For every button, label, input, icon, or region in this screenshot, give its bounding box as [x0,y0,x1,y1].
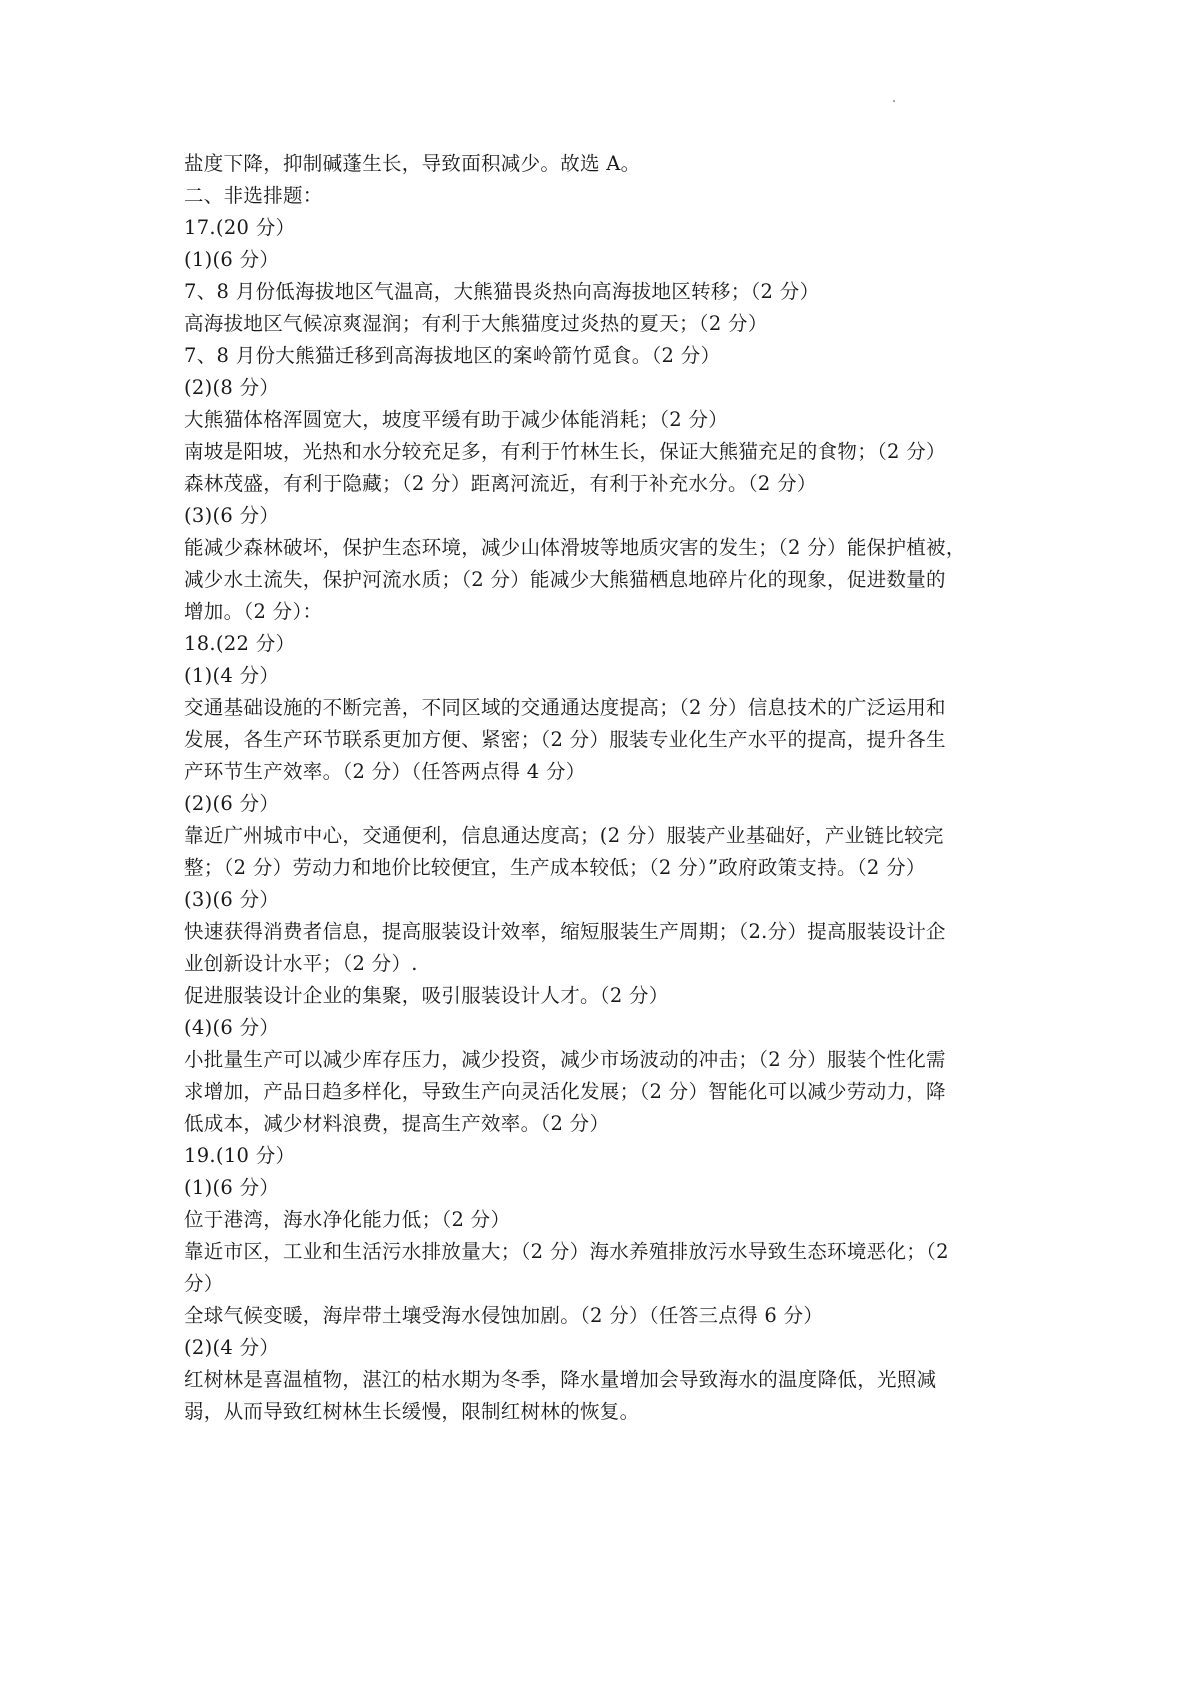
text-line: 促进服装设计企业的集聚，吸引服装设计人才。（2 分） [184,984,669,1007]
text-line: 减少水土流失，保护河流水质；（2 分）能减少大熊猫栖息地碎片化的现象，促进数量的 [184,568,946,591]
subquestion-heading: (3)(6 分） [184,504,280,527]
text-line: 产环节生产效率。（2 分）（任答两点得 4 分） [184,760,586,783]
subquestion-heading: (1)(6 分） [184,1176,280,1199]
subquestion-heading: (3)(6 分） [184,888,280,911]
text-line: 增加。（2 分）： [184,600,323,623]
subquestion-heading: (2)(6 分） [184,792,280,815]
subquestion-heading: (1)(6 分） [184,248,280,271]
text-line: 求增加，产品日趋多样化，导致生产向灵活化发展；（2 分）智能化可以减少劳动力，降 [184,1080,946,1103]
section-heading: 二、非选排题： [184,184,323,207]
text-line: 大熊猫体格浑圆宽大，坡度平缓有助于减少体能消耗；（2 分） [184,408,729,431]
text-line: 7、8 月份低海拔地区气温高，大熊猫畏炎热向高海拔地区转移；（2 分） [184,280,820,303]
answer-document [184,148,1034,1428]
subquestion-heading: (2)(8 分） [184,376,280,399]
text-line: 盐度下降，抑制碱蓬生长，导致面积减少。故选 A。 [184,152,641,175]
text-line: 弱，从而导致红树林生长缓慢，限制红树林的恢复。 [184,1400,640,1423]
text-line: 整；（2 分）劳动力和地价比较便宜，生产成本较低；（2 分）”政府政策支持。（2 分） [184,856,926,879]
text-line: 7、8 月份大熊猫迁移到高海拔地区的案岭箭竹觅食。（2 分） [184,344,721,367]
question-heading: 18.(22 分） [184,632,296,655]
text-line: 低成本，减少材料浪费，提高生产效率。（2 分） [184,1112,610,1135]
subquestion-heading: (2)(4 分） [184,1336,280,1359]
text-line: 靠近市区，工业和生活污水排放量大；（2 分）海水养殖排放污水导致生态环境恶化；（2 [184,1240,949,1263]
text-line: 业创新设计水平；（2 分）. [184,952,418,975]
text-line: 交通基础设施的不断完善，不同区域的交通通达度提高；（2 分）信息技术的广泛运用和 [184,696,946,719]
text-line: 靠近广州城市中心，交通便利，信息通达度高；(2 分）服装产业基础好，产业链比较完 [184,824,944,847]
text-line: 位于港湾，海水净化能力低；（2 分） [184,1208,511,1231]
text-line: 森林茂盛，有利于隐藏；（2 分）距离河流近，有利于补充水分。（2 分） [184,472,817,495]
text-line: 全球气候变暖，海岸带土壤受海水侵蚀加剧。（2 分）（任答三点得 6 分） [184,1304,824,1327]
text-line: 分） [184,1272,224,1295]
text-line: 红树林是喜温植物，湛江的枯水期为冬季，降水量增加会导致海水的温度降低，光照减 [184,1368,937,1391]
text-line: 快速获得消费者信息，提高服装设计效率，缩短服装生产周期；（2.分）提高服装设计企 [184,920,946,943]
subquestion-heading: (1)(4 分） [184,664,280,687]
question-heading: 19.(10 分） [184,1144,296,1167]
question-heading: 17.(20 分） [184,216,296,239]
text-line: 发展，各生产环节联系更加方便、紧密；（2 分）服装专业化生产水平的提高，提升各生 [184,728,946,751]
text-line: 能减少森林破坏，保护生态环境，减少山体滑坡等地质灾害的发生；（2 分）能保护植被， [184,536,966,559]
text-line: 高海拔地区气候凉爽湿润；有利于大熊猫度过炎热的夏天；（2 分） [184,312,768,335]
text-line: 小批量生产可以减少库存压力，减少投资，减少市场波动的冲击；（2 分）服装个性化需 [184,1048,946,1071]
subquestion-heading: (4)(6 分） [184,1016,280,1039]
scan-speck [893,100,895,102]
text-line: 南坡是阳坡，光热和水分较充足多，有利于竹林生长，保证大熊猫充足的食物；（2 分） [184,440,946,463]
